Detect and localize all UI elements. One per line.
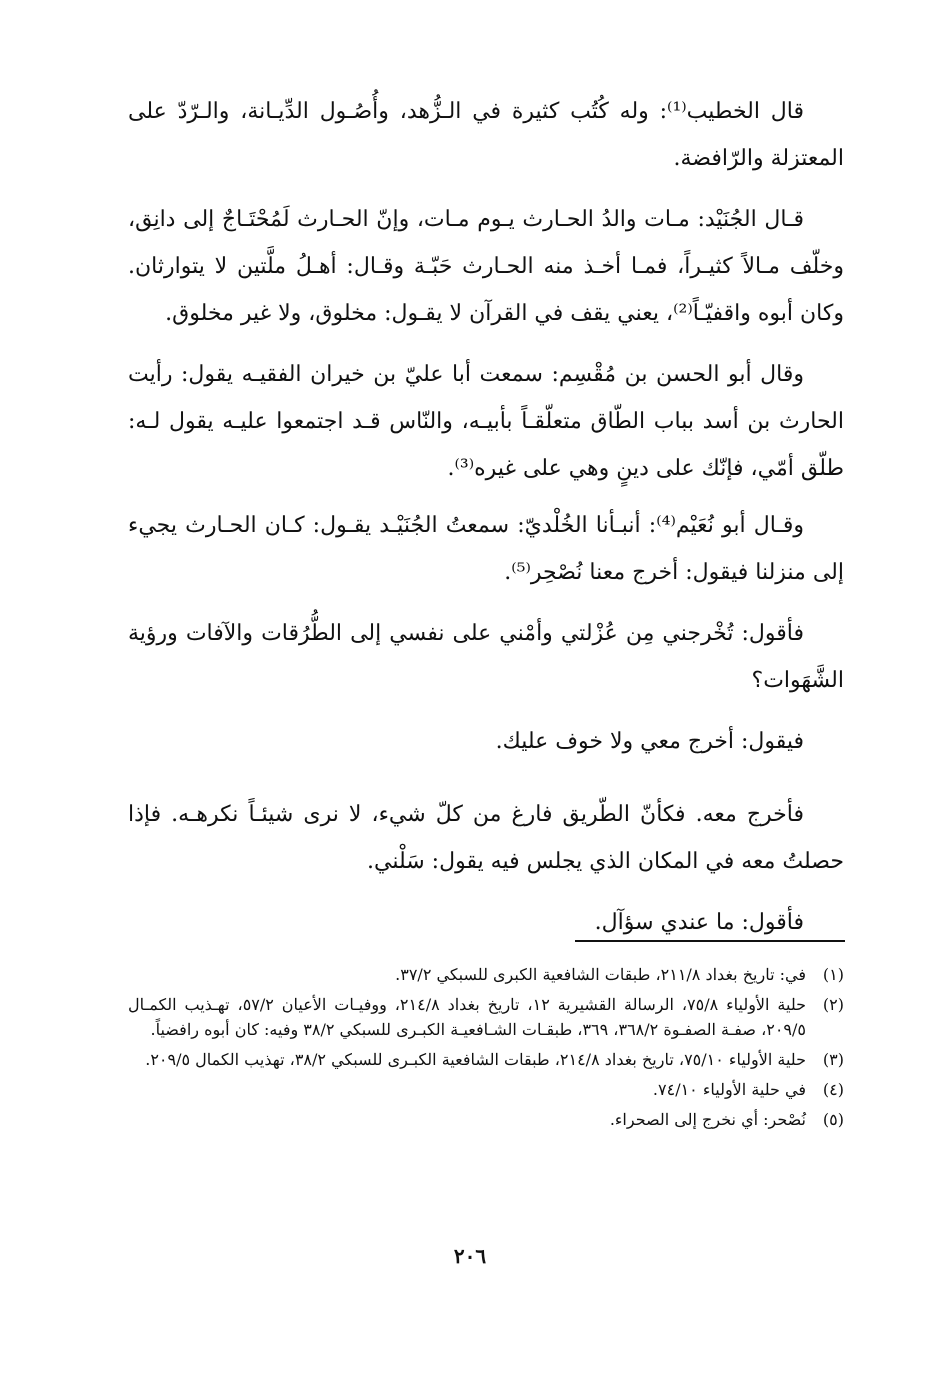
footnote-number: (١) bbox=[822, 965, 844, 984]
footnote-item bbox=[128, 992, 844, 1042]
footnote-number: (٥) bbox=[822, 1110, 844, 1129]
paragraph-ibn-muqsim: وقال أبو الحسن بن مُقْسِم: سمعت أبا عليّ بن خيران الفقيـه يقول: رأيت الحارث بن أسد بباب الطّاق متعلّقـاً بأبيـه، والنّاس قـد اجتمعوا عليـه يقول لـه: طلّق أمّي، فإنّك على دينٍ وهي على غيره⁽³⁾. bbox=[128, 362, 844, 481]
main-text bbox=[128, 88, 844, 960]
paragraph-abu-nuaym: وقـال أبو نُعَيْم⁽⁴⁾: أنبـأنا الخُلْديّ: سمعتُ الجُنَيْـد يقـول: كـان الحـارث يجيء إلى منزلنا فيقول: أخرج معنا نُصْحِر⁽⁵⁾. bbox=[128, 513, 844, 585]
paragraph-outing: فأخرج معه. فكأنّ الطّريق فارغ من كلّ شيء، لا نرى شيئـاً نكرهـه. فإذا حصلتُ معه في المكان الذي يجلس فيه يقول: سَلْني. bbox=[128, 802, 844, 874]
footnote-item bbox=[128, 962, 844, 987]
page-number: ٢٠٦ bbox=[453, 1244, 487, 1268]
footnote-item bbox=[128, 1047, 844, 1072]
footnote-text: في حلية الأولياء ٧٤/١٠. bbox=[652, 1080, 806, 1099]
footnote-number: (٣) bbox=[822, 1050, 844, 1069]
footnote-number: (٤) bbox=[822, 1080, 844, 1099]
paragraph-junayd-inheritance: قـال الجُنَيْد: مـات والدُ الحـارث يـوم مـات، وإنّ الحـارث لَمُحْتَـاجٌ إلى دانِق، وخلّف مـالاً كثيـراً، فمـا أخـذ منه الحـارث حَبّـة وقـال: أهـلُ ملَّتين لا يتوارثان. وكان أبوه واقفيّـاً⁽²⁾، يعني يقف في القرآن لا يقـول: مخلوق، ولا غير مخلوق. bbox=[128, 207, 844, 326]
footnote-text: نُصْحر: أي نخرج إلى الصحراء. bbox=[609, 1110, 806, 1129]
footnote-text: حلية الأولياء ٧٥/١٠، تاريخ بغداد ٢١٤/٨، طبقات الشافعية الكبـرى للسبكي ٣٨/٢، تهذيب الكمال ٢٠٩/٥. bbox=[145, 1050, 806, 1069]
footnote-item bbox=[128, 1077, 844, 1102]
footnote-separator bbox=[575, 940, 845, 942]
footnote-text: حلية الأولياء ٧٥/٨، الرسالة القشيرية ١٢، تاريخ بغداد ٢١٤/٨، ووفيـات الأعيان ٥٧/٢، تهـذيب الكمـال ٢٠٩/٥، صفـة الصفـوة ٣٦٨/٢، ٣٦٩، طبقـات الشـافعيـة الكبـرى للسبكي ٣٨/٢ وفيه: كان أبوه رافضياً. bbox=[128, 995, 807, 1039]
paragraph-khatib: قال الخطيب⁽¹⁾: وله كُتُب كثيرة في الـزُّهد، وأُصُـول الدِّيـانة، والـرّدّ على المعتزلة والرّافضة. bbox=[128, 99, 844, 171]
footnote-text: في: تاريخ بغداد ٢١١/٨، طبقات الشافعية الكبرى للسبكي ٣٧/٢. bbox=[395, 965, 806, 984]
paragraph-no-question: فأقول: ما عندي سؤآل. bbox=[594, 910, 804, 935]
footnote-item bbox=[128, 1107, 844, 1132]
footnote-number: (٢) bbox=[822, 995, 844, 1014]
paragraph-reply: فيقول: أخرج معي ولا خوف عليك. bbox=[495, 729, 804, 754]
footnotes bbox=[128, 962, 844, 1137]
paragraph-objection: فأقول: تُخْرجني مِن عُزْلتي وأمْني على نفسي إلى الطُّرُقات والآفات ورؤية الشَّهَوات؟ bbox=[128, 621, 844, 693]
